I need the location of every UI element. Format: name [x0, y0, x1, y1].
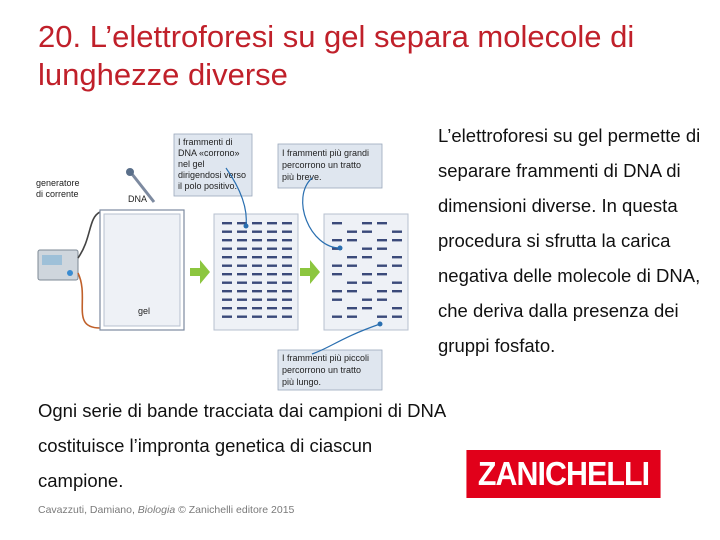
gel-band: [237, 273, 247, 275]
gel-band: [267, 231, 277, 233]
gel-band: [347, 282, 357, 284]
gel-band: [282, 290, 292, 292]
gel-band: [282, 248, 292, 250]
gel-band: [252, 316, 262, 318]
gel-band: [282, 307, 292, 309]
gel-band: [222, 231, 232, 233]
gel-band: [282, 231, 292, 233]
gel-band: [347, 256, 357, 258]
callout-1-line-1: I frammenti di: [178, 137, 233, 147]
gel-band: [392, 265, 402, 267]
gel-band: [362, 273, 372, 275]
gel-band: [252, 307, 262, 309]
gel-band: [362, 299, 372, 301]
gel-band: [252, 248, 262, 250]
gel-band: [237, 299, 247, 301]
arrow-right-2: [300, 260, 320, 284]
gel-band: [267, 273, 277, 275]
gel-band: [222, 256, 232, 258]
callout-1-line-5: il polo positivo.: [178, 181, 238, 191]
gel-band: [237, 265, 247, 267]
arrow-right-1: [190, 260, 210, 284]
description-text: L’elettroforesi su gel permette di separare frammenti di DNA di dimensioni diverse. In questa procedura si sfrutta la carica negativa delle molecole di DNA, che deriva dalla presenza dei gruppi fosfato.: [438, 125, 701, 356]
gel-band: [252, 290, 262, 292]
gel-band: [392, 290, 402, 292]
gel-band: [222, 290, 232, 292]
gel-band: [222, 273, 232, 275]
gel-band: [237, 316, 247, 318]
power-supply-icon: [38, 250, 78, 280]
gel-band: [237, 282, 247, 284]
dna-label: DNA: [128, 194, 148, 204]
gel-band: [252, 265, 262, 267]
gel-band: [222, 299, 232, 301]
gel-band: [362, 307, 372, 309]
gel-band: [392, 316, 402, 318]
gel-band: [267, 307, 277, 309]
generator-label-2: di corrente: [36, 189, 79, 199]
gel-band: [267, 248, 277, 250]
zanichelli-logo: ZANICHELLI: [466, 450, 660, 498]
gel-band: [377, 273, 387, 275]
gel-band: [362, 256, 372, 258]
gel-band: [377, 239, 387, 241]
gel-band: [267, 282, 277, 284]
gel-band: [282, 256, 292, 258]
gel-band: [252, 231, 262, 233]
gel-band: [282, 273, 292, 275]
gel-band: [282, 299, 292, 301]
gel-band: [222, 307, 232, 309]
credit-publisher: © Zanichelli editore 2015: [175, 504, 295, 516]
gel-band: [377, 316, 387, 318]
gel-label: gel: [138, 306, 151, 316]
credit-book: Biologia: [137, 504, 176, 516]
gel-band: [332, 316, 342, 318]
callout-1-line-2: DNA «corrono»: [178, 148, 240, 158]
gel-band: [392, 239, 402, 241]
gel-band: [362, 231, 372, 233]
fingerprint-text: Ogni serie di bande tracciata dai campioni di DNA costituisce l’impronta genetica di ciascun campione.: [38, 400, 446, 491]
gel-band: [332, 239, 342, 241]
callout-1-line-4: dirigendosi verso: [178, 170, 247, 180]
gel-band: [347, 231, 357, 233]
gel-band: [332, 273, 342, 275]
gel-band: [362, 282, 372, 284]
gel-band: [377, 222, 387, 224]
gel-band: [252, 273, 262, 275]
gel-band: [347, 290, 357, 292]
callout-3-line-2: percorrono un tratto: [282, 365, 362, 375]
gel-band: [282, 265, 292, 267]
gel-band: [267, 316, 277, 318]
gel-band: [222, 282, 232, 284]
gel-band: [392, 282, 402, 284]
gel-band: [362, 248, 372, 250]
credit-line: [38, 504, 294, 516]
gel-band: [237, 256, 247, 258]
gel-band: [347, 307, 357, 309]
gel-band: [377, 265, 387, 267]
gel-band: [282, 222, 292, 224]
gel-band: [252, 222, 262, 224]
callout-3-line-3: più lungo.: [282, 377, 322, 387]
callout-1-line-3: nel gel: [178, 159, 205, 169]
gel-band: [267, 299, 277, 301]
gel-band: [222, 316, 232, 318]
gel-band: [267, 222, 277, 224]
gel-band: [377, 290, 387, 292]
gel-band: [222, 239, 232, 241]
gel-band: [237, 307, 247, 309]
gel-band: [282, 282, 292, 284]
gel-band: [222, 222, 232, 224]
gel-band: [252, 256, 262, 258]
gel-band: [252, 239, 262, 241]
gel-band: [347, 316, 357, 318]
electrophoresis-figure: [30, 128, 430, 398]
generator-label-1: generatore: [36, 178, 80, 188]
gel-band: [362, 222, 372, 224]
callout-3-line-1: I frammenti più piccoli: [282, 353, 370, 363]
gel-band: [377, 248, 387, 250]
gel-band: [332, 265, 342, 267]
callout-2-line-2: percorrono un tratto: [282, 160, 362, 170]
gel-band: [377, 299, 387, 301]
gel-band: [222, 248, 232, 250]
gel-band: [237, 248, 247, 250]
gel-band: [392, 307, 402, 309]
gel-band: [392, 231, 402, 233]
gel-band: [267, 290, 277, 292]
callout-2-line-3: più breve.: [282, 172, 322, 182]
gel-band: [267, 265, 277, 267]
credit-authors: Cavazzuti, Damiano,: [38, 504, 138, 516]
gel-band: [282, 239, 292, 241]
gel-band: [237, 290, 247, 292]
callout-2-line-1: I frammenti più grandi: [282, 148, 370, 158]
slide-title: 20. L’elettroforesi su gel separa molecole di lunghezze diverse: [38, 19, 635, 92]
gel-band: [237, 231, 247, 233]
gel-band: [392, 256, 402, 258]
gel-band: [267, 256, 277, 258]
gel-band: [332, 299, 342, 301]
gel-band: [347, 239, 357, 241]
gel-band: [332, 222, 342, 224]
gel-band: [332, 290, 342, 292]
gel-band: [237, 239, 247, 241]
gel-band: [222, 265, 232, 267]
gel-band: [252, 282, 262, 284]
gel-band: [267, 239, 277, 241]
gel-band: [252, 299, 262, 301]
gel-band: [347, 265, 357, 267]
gel-band: [282, 316, 292, 318]
